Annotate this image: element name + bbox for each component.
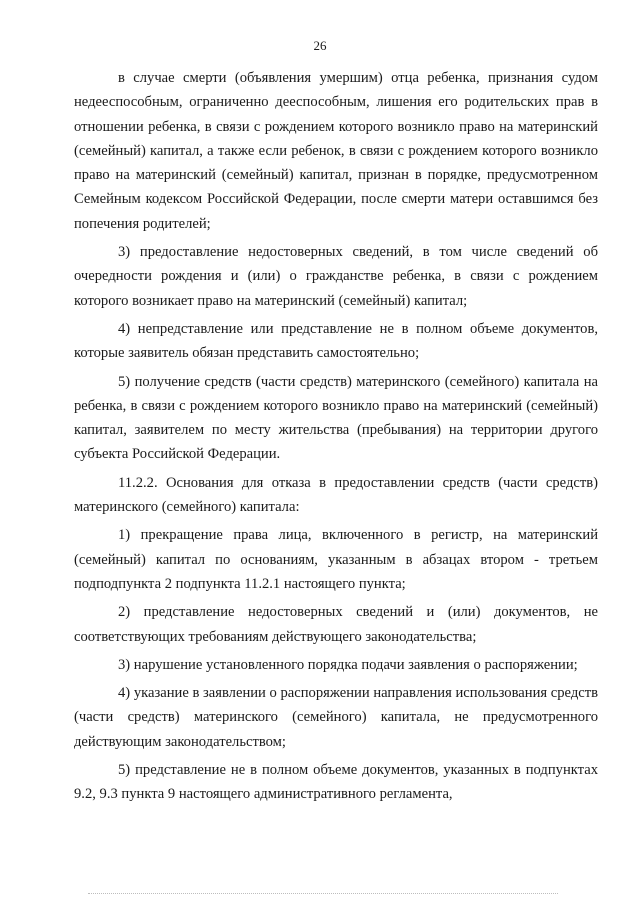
scan-artifact-line [88, 893, 558, 896]
paragraph-ground-2: 2) представление недостоверных сведений и (или) документов, не соответствующих требованиям действующего законодательства; [74, 604, 598, 645]
paragraph-section-11-2-2: 11.2.2. Основания для отказа в предоставлении средств (части средств) материнского (семейного) капитала: [74, 474, 598, 516]
paragraph-item-4: 4) непредставление или представление не в полном объеме документов, которые заявитель обязан представить самостоятельно; [74, 320, 598, 362]
page-number: 26 [313, 38, 327, 53]
paragraph-ground-1: 1) прекращение права лица, включенного в регистр, на материнский (семейный) капитал по основаниям, указанным в абзацах втором - третьем подподпункта 2 подпункта 11.2.1 настоящего пункта; [74, 527, 598, 592]
paragraph-item-3: 3) предоставление недостоверных сведений, в том числе сведений об очередности рождения и (или) о гражданстве ребенка, в связи с рождением которого возникает право на материнский (семейный) капитал; [74, 244, 598, 309]
paragraph-continuation: в случае смерти (объявления умершим) отца ребенка, признания судом недееспособным, ограниченно дееспособным, лишения его родительских прав в отношении ребенка, в связи с рождением которого возникло право на материнский (семейный) капитал, а также если ребенок, в связи с рождением которого возникло право на материнский (семейный) капитал, признан в порядке, предусмотренном Семейным кодексом Российской Федерации, после смерти матери оставшимся без попечения родителей; [74, 70, 598, 232]
paragraph-ground-3: 3) нарушение установленного порядка подачи заявления о распоряжении; [118, 656, 578, 673]
paragraph-ground-4: 4) указание в заявлении о распоряжении направления использования средств (части средств) материнского (семейного) капитала, не предусмотренного действующим законодательством; [74, 685, 598, 750]
paragraph-ground-5: 5) представление не в полном объеме документов, указанных в подпунктах 9.2, 9.3 пункта 9 настоящего административного регламента, [74, 762, 598, 803]
paragraph-item-5: 5) получение средств (части средств) материнского (семейного) капитала на ребенка, в связи с рождением которого возникло право на материнский (семейный) капитал, заявителем по месту жительства (пребывания) на территории другого субъекта Российской Федерации. [74, 373, 598, 463]
document-body [74, 66, 598, 807]
